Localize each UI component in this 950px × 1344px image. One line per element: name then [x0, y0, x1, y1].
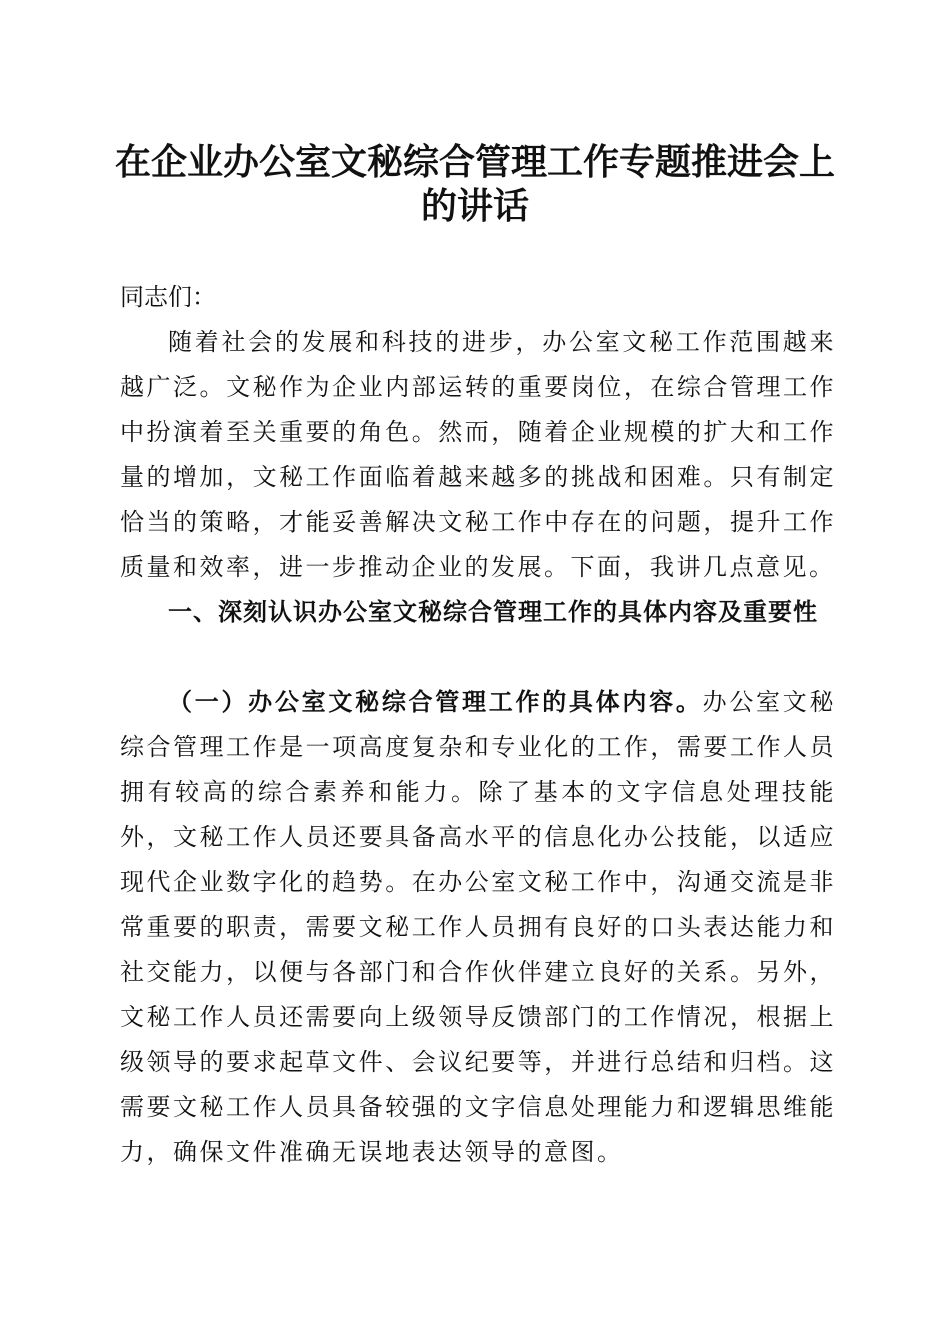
subsection-label: （一）办公室文秘综合管理工作的具体内容。 [168, 688, 703, 716]
document-title-line2: 的讲话 [420, 185, 529, 227]
subsection-text: 办公室文秘综合管理工作是一项高度复杂和专业化的工作，需要工作人员拥有较高的综合素养和能力。除了基本的文字信息处理技能外，文秘工作人员还要具备高水平的信息化办公技能，以适应现代企业数字化的趋势。在办公室文秘工作中，沟通交流是非常重要的职责，需要文秘工作人员拥有良好的口头表达能力和社交能力，以便与各部门和合作伙伴建立良好的关系。另外，文秘工作人员还需要向上级领导反馈部门的工作情况，根据上级领导的要求起草文件、会议纪要等，并进行总结和归档。这需要文秘工作人员具备较强的文字信息处理能力和逻辑思维能力，确保文件准确无误地表达领导的意图。 [120, 688, 837, 1166]
intro-paragraph: 随着社会的发展和科技的进步，办公室文秘工作范围越来越广泛。文秘作为企业内部运转的重要岗位，在综合管理工作中扮演着至关重要的角色。然而，随着企业规模的扩大和工作量的增加，文秘工作面临着越来越多的挑战和困难。只有制定恰当的策略，才能妥善解决文秘工作中存在的问题，提升工作质量和效率，进一步推动企业的发展。下面，我讲几点意见。 [120, 328, 836, 581]
section-heading: 一、深刻认识办公室文秘综合管理工作的具体内容及重要性 [168, 598, 818, 626]
salutation: 同志们： [120, 283, 216, 311]
document-title-line1: 在企业办公室文秘综合管理工作专题推进会上 [114, 141, 835, 183]
subsection-paragraph [120, 680, 836, 1175]
